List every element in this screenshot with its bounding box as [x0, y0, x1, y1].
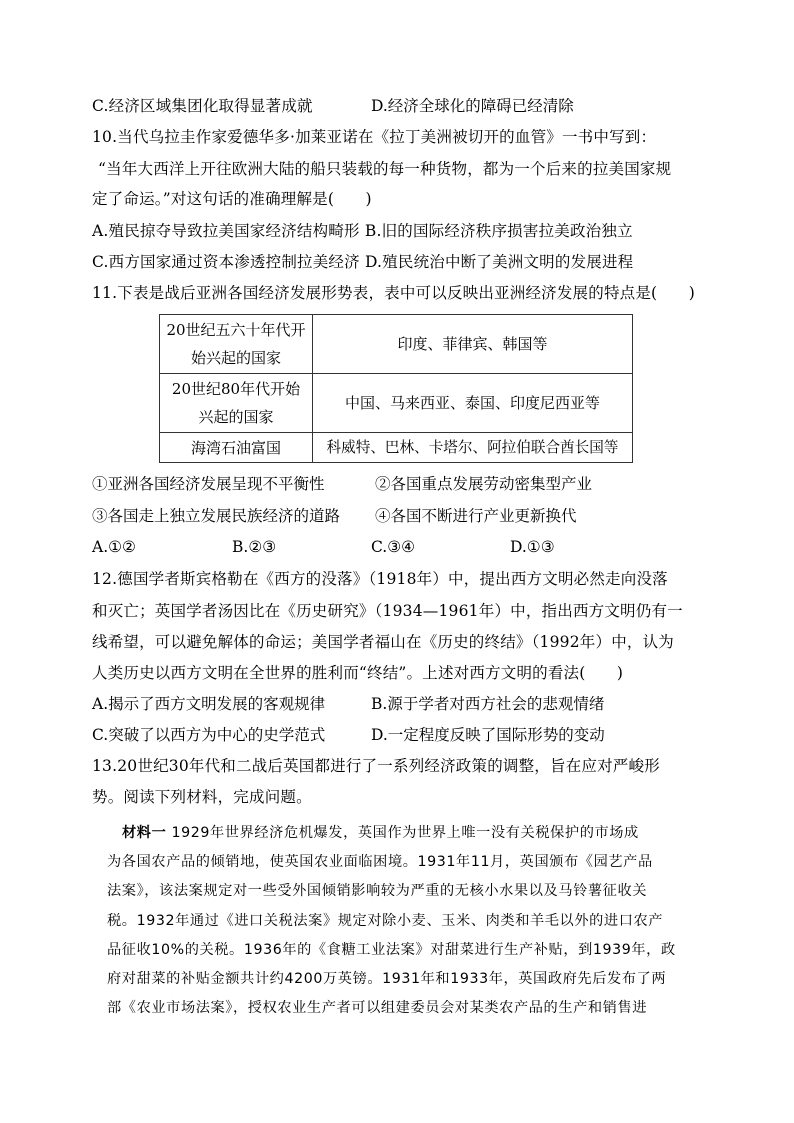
q13-stem-line-2: 势。阅读下列材料，完成问题。 [92, 788, 312, 806]
q10-stem-line-2: “当年大西洋上开往欧洲大陆的船只装载的每一种货物，都为一个后来的拉美国家规 [98, 160, 672, 178]
q11-item-1: ①亚洲各国经济发展呈现不平衡性 [92, 475, 325, 493]
q11-stem: 11.下表是战后亚洲各国经济发展形势表，表中可以反映出亚洲经济发展的特点是( ) [92, 284, 695, 302]
q11-option-d: D.①③ [510, 538, 555, 556]
q9-option-d: D.经济全球化的障碍已经清除 [371, 97, 574, 115]
q12-option-b: B.源于学者对西方社会的悲观情绪 [371, 695, 605, 713]
q12-option-c: C.突破了以西方为中心的史学范式 [92, 726, 326, 744]
q13-material-line-5: 品征收10%的关税。1936年的《食糖工业法案》对甜菜进行生产补贴，到1939年，政 [107, 942, 676, 958]
q12-stem-line-3: 线希望，可以避免解体的命运；美国学者福山在《历史的终结》（1992年）中，认为 [92, 633, 674, 651]
q12-stem-line-2: 和灭亡；英国学者汤因比在《历史研究》（1934—1961年）中，指出西方文明仍有一 [92, 602, 683, 620]
q13-material-line-3: 法案》，该法案规定对一些受外国倾销影响较为严重的无核小水果以及马铃薯征收关 [107, 883, 648, 899]
cell-text: 20世纪五六十年代开 [166, 321, 306, 339]
table-row [160, 433, 633, 463]
q13-material-line-7: 部《农业市场法案》，授权农业生产者可以组建委员会对某类农产品的生产和销售进 [107, 1000, 648, 1016]
material-label: 材料一 [122, 825, 167, 841]
q11-option-b: B.②③ [232, 538, 277, 556]
q9-option-c: C.经济区域集团化取得显著成就 [92, 97, 313, 115]
table-cell-countries: 科威特、巴林、卡塔尔、阿拉伯联合酋长国等 [313, 433, 633, 463]
q10-options-cd: C.西方国家通过资本渗透控制拉美经济 D.殖民统治中断了美洲文明的发展进程 [92, 253, 634, 271]
q11-item-4: ④各国不断进行产业更新换代 [375, 507, 577, 525]
q12-stem-line-1: 12.德国学者斯宾格勒在《西方的没落》（1918年）中，提出西方文明必然走向没落 [92, 570, 668, 588]
q13-material-line-1 [122, 823, 639, 843]
material-text: 1929年世界经济危机爆发，英国作为世界上唯一没有关税保护的市场成 [171, 825, 639, 841]
q10-stem-line-3: 定了命运。”对这句话的准确理解是( ) [92, 190, 372, 208]
q12-option-a: A.揭示了西方文明发展的客观规律 [92, 695, 326, 713]
q13-material-line-6: 府对甜菜的补贴金额共计约4200万英镑。1931年和1933年，英国政府先后发布了两 [107, 971, 667, 987]
q11-table [159, 314, 633, 463]
cell-text: 兴起的国家 [198, 408, 274, 426]
q12-option-d: D.一定程度反映了国际形势的变动 [371, 726, 605, 744]
q11-option-c: C.③④ [371, 538, 416, 556]
q10-options-ab: A.殖民掠夺导致拉美国家经济结构畸形 B.旧的国际经济秩序损害拉美政治独立 [92, 222, 633, 240]
q13-material-line-4: 税。1932年通过《进口关税法案》规定对除小麦、玉米、肉类和羊毛以外的进口农产 [107, 913, 664, 929]
cell-text: 始兴起的国家 [190, 349, 281, 367]
q13-material-line-2: 为各国农产品的倾销地，使英国农业面临困境。1931年11月，英国颁布《园艺产品 [107, 854, 653, 870]
table-cell-period: 海湾石油富国 [160, 433, 313, 463]
cell-text: 20世纪80年代开始 [171, 380, 301, 398]
table-cell-countries: 印度、菲律宾、韩国等 [313, 315, 633, 374]
q11-option-a: A.①② [92, 538, 136, 556]
q11-item-3: ③各国走上独立发展民族经济的道路 [92, 507, 341, 525]
table-row [160, 374, 633, 433]
q13-stem-line-1: 13.20世纪30年代和二战后英国都进行了一系列经济政策的调整，旨在应对严峻形 [92, 757, 660, 775]
q11-item-2: ②各国重点发展劳动密集型产业 [375, 475, 593, 493]
q12-stem-line-4: 人类历史以西方文明在全世界的胜利而“终结”。上述对西方文明的看法( ) [92, 664, 624, 682]
q10-stem-line-1: 10.当代乌拉圭作家爱德华多·加莱亚诺在《拉丁美洲被切开的血管》一书中写到： [92, 128, 657, 146]
table-cell-period [160, 315, 313, 374]
table-cell-countries: 中国、马来西亚、泰国、印度尼西亚等 [313, 374, 633, 433]
table-row [160, 315, 633, 374]
table-cell-period [160, 374, 313, 433]
